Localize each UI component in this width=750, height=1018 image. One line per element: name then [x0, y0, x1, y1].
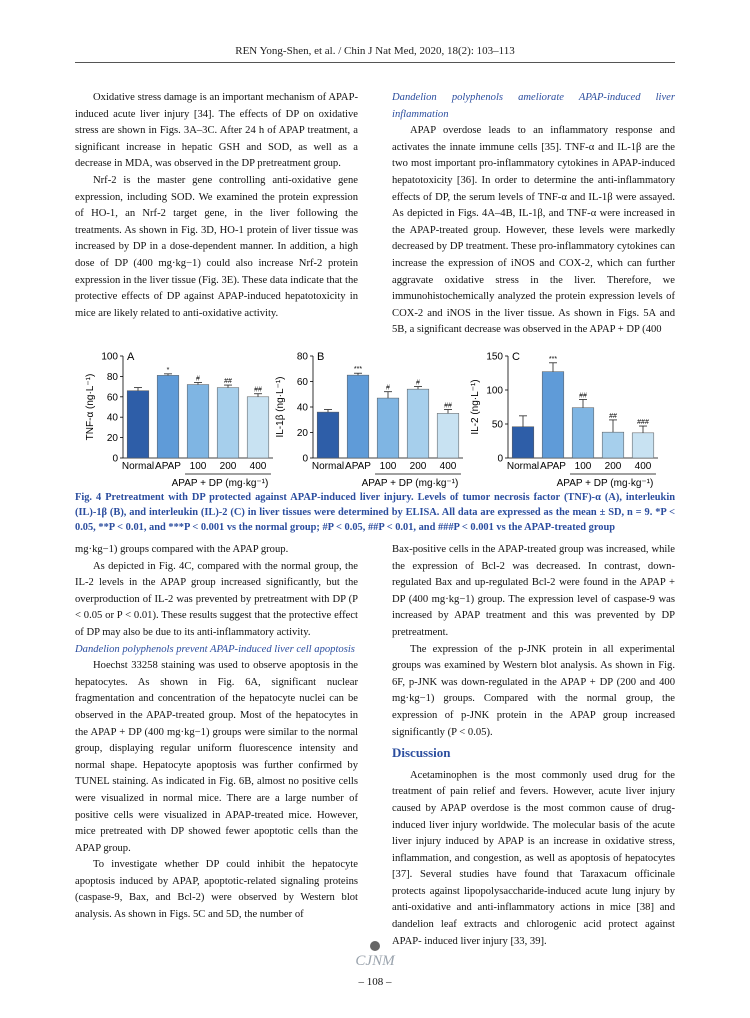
- paragraph-discussion: Acetaminophen is the most commonly used drug for the treatment of pain relief and fevers. However, acute liver injury caused by APAP overdose is the most common cause of drug-induced liver injury worldwide. The molecular basis of the acute liver injury induced by APAP is an increase in oxidative stress, inflammation, and congestion, as well as apoptosis of hepatocytes [37]. Several studies have found that Taraxacum officinale protects against lipopolysaccharide-induced acute lung injury by anti-oxidative and anti-inflammatory actions in mice [38] and dandelion leaf extracts and chlorogenic acid protect against APAP- induced liver injury [33, 39].: [392, 769, 675, 947]
- panel-c-bar: [632, 433, 654, 458]
- panel-c-y-tick-label: 100: [486, 385, 503, 397]
- left-column-top: [75, 90, 358, 322]
- panel-a-letter: A: [127, 351, 135, 363]
- panel-b-letter: B: [317, 351, 325, 363]
- logo-globe-icon: [370, 941, 380, 951]
- panel-c-y-tick-label: 150: [486, 351, 503, 363]
- panel-a-x-tick-label: 400: [249, 461, 267, 472]
- panel-b-y-tick-label: 80: [296, 351, 308, 363]
- panel-b-y-tick-label: 20: [296, 428, 308, 439]
- panel-b-bar: [407, 389, 429, 458]
- subheading-apoptosis: Dandelion polyphenols prevent APAP-induced liver cell apoptosis: [75, 643, 355, 655]
- panel-c-bar: [542, 372, 564, 458]
- paragraph-inflammation: APAP overdose leads to an inflammatory response and activates the innate immune cells [35]. TNF-α and IL-1β are the two most important pro-inflammatory cytokines in APAP-induced hepatotoxicity [36]. In order to determine the anti-inflammatory effects of DP, the serum levels of TNF-α and IL-1β were assayed. As depicted in Figs. 4A–4B, IL-1β, and TNF-α were increased in the APAP-treated group. However, these levels were markedly decreased by DP treatment. These pro-inflammatory cytokines can increase the expression of iNOS and COX-2, which can further aggravate oxidative stress in the liver. Therefore, we immunohistochemically analyzed the protein expression levels of COX-2 and iNOS in the liver tissue. As shown in Figs. 5A and 5B, a significant decrease was observed in the APAP + DP (400: [392, 125, 675, 336]
- panel-b-y-tick-label: 60: [296, 377, 308, 388]
- panel-c-y-tick-label: 50: [491, 419, 503, 431]
- panel-a-bar: [127, 391, 149, 458]
- panel-a-bar: [247, 397, 269, 458]
- paragraph-oxidative-stress: Oxidative stress damage is an important mechanism of APAP-induced acute liver injury [34]. The effects of DP on oxidative stress are shown in Figs. 3A–3C. After 24 h of APAP treatment, a significant increase in hepatic GSH and SOD, as well as a decrease in MDA, was observed in the DP pretreatment group.: [75, 92, 358, 170]
- panel-b-bar: [437, 413, 459, 458]
- panel-c-significance-mark: ###: [637, 419, 649, 427]
- journal-logo: [340, 940, 410, 973]
- panel-c-letter: C: [512, 351, 520, 363]
- panel-a-significance-mark: ##: [224, 378, 232, 386]
- right-column-bottom: [392, 542, 675, 950]
- panel-b-x-tick-label: Normal: [311, 461, 345, 472]
- panel-b-bar: [317, 412, 339, 458]
- right-column-top: [392, 90, 675, 339]
- panel-b-significance-mark: ***: [353, 366, 363, 374]
- panel-a-bar: [157, 375, 179, 458]
- panel-a-y-tick-label: 0: [112, 453, 118, 465]
- panel-a-x-tick-label: 200: [219, 461, 237, 472]
- panel-c-bar: [572, 408, 594, 458]
- panel-b-x-tick-label: 400: [439, 461, 457, 472]
- panel-c-x-tick-label: 400: [634, 461, 652, 472]
- panel-c-group-label: APAP + DP (mg·kg⁻¹): [556, 478, 654, 489]
- panel-c-x-tick-label: APAP: [540, 461, 566, 472]
- paragraph-il2: As depicted in Fig. 4C, compared with the normal group, the IL-2 levels in the APAP group increased significantly, but the overproduction of IL-2 was prevented by pretreatment with DP (P < 0.05 or P < 0.01). These results suggest that the protective effect of DP may also be due to its anti-inflammatory activity.: [75, 560, 358, 638]
- panel-a-x-tick-label: 100: [189, 461, 207, 472]
- panel-b-x-tick-label: 200: [409, 461, 427, 472]
- panel-c-bar: [602, 432, 624, 458]
- header-rule: [75, 62, 675, 63]
- paragraph-western-blot: To investigate whether DP could inhibit the hepatocyte apoptosis induced by APAP, apoptotic-related signaling proteins (caspase-9, Bax, and Bcl-2) were observed by Western blot analysis. As shown in Figs. 5C and 5D, the number of: [75, 859, 358, 921]
- panel-a-group-label: APAP + DP (mg·kg⁻¹): [171, 478, 269, 489]
- panel-a-bar: [187, 385, 209, 458]
- figure-4-charts: [75, 348, 675, 491]
- paragraph-nrf2: Nrf-2 is the master gene controlling anti-oxidative gene expression, including SOD. We examined the protein expression of HO-1, an Nrf-2 target gene, in the liver following the treatments. As shown in Fig. 3D, HO-1 protein of liver tissue was increased by DP in a dose-dependent manner. In addition, a high dose of DP (400 mg·kg−1) could also increase Nrf-2 protein expression in the liver tissue (Fig. 3E). These data indicate that the protective effects of DP against APAP-induced hepatotoxicity in mice are likely related to anti-oxidative activity.: [75, 174, 358, 319]
- panel-a-y-tick-label: 100: [101, 351, 118, 363]
- panel-b-y-tick-label: 40: [296, 402, 308, 414]
- panel-b-bar: [347, 375, 369, 458]
- paragraph-bax: Bax-positive cells in the APAP-treated group was increased, while the expression of Bcl-2 was decreased. In contrast, down-regulated Bax and up-regulated Bcl-2 were found in the APAP + DP (400 mg·kg−1) group. The expression level of caspase-9 was increased by APAP treatment and this was prevented by DP pretreatment.: [392, 544, 675, 638]
- panel-a-y-label: TNF-α (ng·L⁻¹): [85, 373, 96, 441]
- panel-b-significance-mark: ##: [444, 402, 452, 410]
- panel-b-x-tick-label: APAP: [345, 461, 371, 472]
- page-number: – 108 –: [358, 976, 392, 988]
- panel-c-x-tick-label: 200: [604, 461, 622, 472]
- panel-a-y-tick-label: 40: [106, 412, 118, 424]
- panel-a-y-tick-label: 60: [106, 392, 118, 404]
- left-column-bottom: [75, 542, 358, 924]
- logo-text: CJNM: [355, 953, 395, 968]
- panel-b-bar: [377, 398, 399, 458]
- panel-b-group-label: APAP + DP (mg·kg⁻¹): [361, 478, 459, 489]
- panel-c-y-tick-label: 0: [497, 453, 503, 465]
- panel-a-x-tick-label: Normal: [121, 461, 155, 472]
- paragraph-hoechst: Hoechst 33258 staining was used to observe apoptosis in the hepatocytes. As shown in Fig. 6A, significant nuclear fragmentation and concentration of the hepatocyte nuclei can be observed in the APAP-treated group. Most of the hepatocytes in the APAP + DP (400 mg·kg−1) groups were similar to the normal group, displaying regular uniform fluorescence intensity and normal shape. Hepatocyte apoptosis was further confirmed by TUNEL staining. As indicated in Fig. 6B, almost no positive cells were visualized in normal mice. There are a large number of positive cells were visualized in APAP-treated mice. However, mice pretreated with DP showed fewer apoptotic cells than the APAP group.: [75, 660, 358, 854]
- panel-c-bar: [512, 427, 534, 458]
- paragraph-continuation: mg·kg−1) groups compared with the APAP group.: [75, 544, 289, 555]
- panel-c-y-label: IL-2 (ng·L⁻¹): [470, 379, 481, 435]
- panel-b-x-tick-label: 100: [379, 461, 397, 472]
- panel-a-x-tick-label: APAP: [155, 461, 181, 472]
- panel-a-significance-mark: ##: [254, 386, 262, 394]
- figure-4: [75, 348, 675, 491]
- panel-a-bar: [217, 388, 239, 458]
- figure-4-caption: Fig. 4 Pretreatment with DP protected against APAP-induced liver injury. Levels of tumor necrosis factor (TNF)-α (A), interleukin (IL)-1β (B), and interleukin (IL)-2 (C) in liver tissues were determined by ELISA. All data are expressed as the mean ± SD, n = 9. *P < 0.05, **P < 0.01, and ***P < 0.001 vs the normal group; #P < 0.05, ##P < 0.01, and ###P < 0.001 vs the APAP-treated group: [75, 492, 675, 533]
- panel-b-significance-mark: #: [386, 384, 390, 392]
- paragraph-pjnk: The expression of the p-JNK protein in all experimental groups was examined by Western blot analysis. As shown in Fig. 6F, p-JNK was down-regulated in the APAP + DP (200 and 400 mg·kg−1) groups. Compared with the normal group, the expression of p-JNK protein in the APAP group increased significantly (P < 0.05).: [392, 643, 675, 738]
- discussion-heading: Discussion: [392, 745, 451, 761]
- panel-a-significance-mark: #: [196, 375, 200, 383]
- panel-c-x-tick-label: Normal: [506, 461, 540, 472]
- panel-c-significance-mark: ##: [579, 392, 587, 400]
- subheading-inflammation: Dandelion polyphenols ameliorate APAP-induced liver inflammation: [392, 92, 675, 120]
- panel-b-y-label: IL-1β (ng·L⁻¹): [275, 376, 286, 438]
- panel-b-significance-mark: #: [416, 379, 420, 387]
- panel-a-y-tick-label: 20: [106, 433, 118, 445]
- panel-c-x-tick-label: 100: [574, 461, 592, 472]
- panel-a-significance-mark: *: [166, 366, 170, 374]
- panel-c-significance-mark: ***: [548, 355, 558, 363]
- panel-b-y-tick-label: 0: [302, 453, 308, 465]
- panel-a-y-tick-label: 80: [106, 371, 118, 383]
- panel-c-significance-mark: ##: [609, 412, 617, 420]
- running-head: REN Yong-Shen, et al. / Chin J Nat Med, 2020, 18(2): 103–113: [235, 45, 515, 57]
